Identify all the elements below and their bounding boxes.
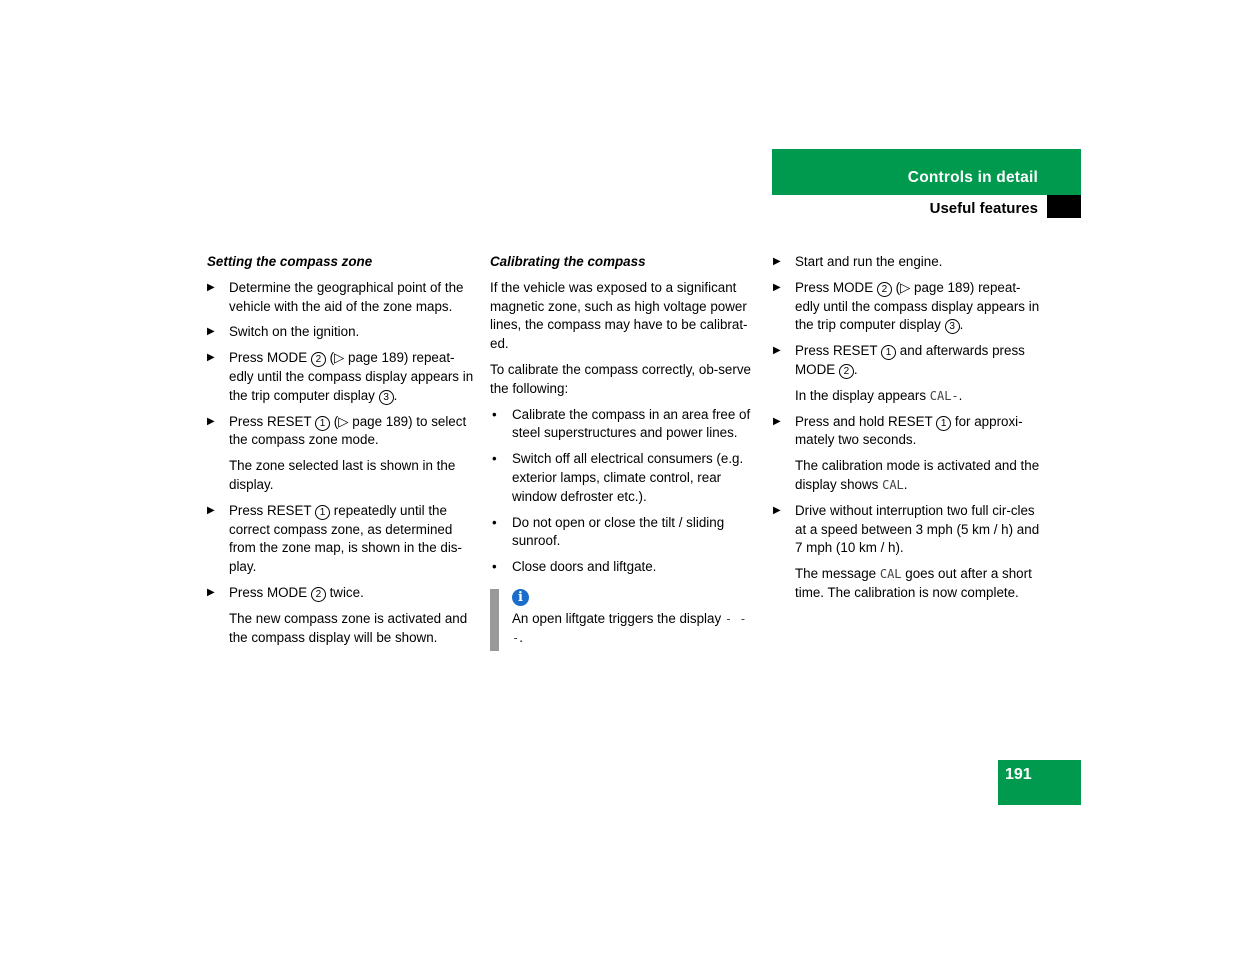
step-text: Switch on the ignition. bbox=[229, 324, 360, 340]
step bbox=[773, 502, 1043, 558]
list-item-text: Calibrate the compass in an area free of steel superstructures and power lines. bbox=[512, 406, 751, 441]
step-text: (▷ page 189) repeat-edly until the compass display appears in the trip computer display bbox=[229, 350, 474, 403]
list-item-text: Switch off all electrical consumers (e.g. exterior lamps, climate control, rear window defroster etc.). bbox=[512, 451, 744, 504]
step-text: twice. bbox=[325, 584, 364, 600]
number-2-icon: 2 bbox=[877, 282, 892, 297]
subsection-header bbox=[772, 195, 1047, 218]
step bbox=[207, 584, 477, 603]
step-text: Press MODE bbox=[229, 350, 311, 366]
display-code: - - - bbox=[512, 611, 747, 645]
step bbox=[207, 502, 477, 577]
note-text: . bbox=[903, 476, 908, 492]
step-note bbox=[773, 457, 1043, 495]
arrow-icon: ▶ bbox=[207, 415, 215, 427]
step-note bbox=[773, 387, 1043, 406]
section-title: Controls in detail bbox=[907, 169, 1038, 186]
list-item bbox=[490, 514, 758, 552]
step bbox=[207, 349, 477, 405]
column-calibrating-compass bbox=[490, 253, 758, 651]
step-note bbox=[773, 565, 1043, 603]
step-text: . bbox=[959, 317, 964, 333]
number-1-icon: 1 bbox=[936, 416, 951, 431]
list-item-text: Do not open or close the tilt / sliding sunroof. bbox=[512, 514, 725, 549]
step-text: repeatedly until the correct compass zone, as determined from the zone map, is shown in the dis-play. bbox=[229, 502, 462, 575]
arrow-icon: ▶ bbox=[773, 345, 781, 357]
note-text: . bbox=[958, 387, 963, 403]
section-heading: Calibrating the compass bbox=[490, 254, 646, 269]
step-text: Press MODE bbox=[229, 584, 311, 600]
step-text: . bbox=[853, 361, 858, 377]
step bbox=[773, 342, 1043, 380]
display-code: CAL bbox=[882, 477, 904, 492]
list-item bbox=[490, 558, 758, 577]
list-item bbox=[490, 450, 758, 506]
number-2-icon: 2 bbox=[839, 364, 854, 379]
number-1-icon: 1 bbox=[315, 505, 330, 520]
step-note: The new compass zone is activated and the compass display will be shown. bbox=[229, 610, 468, 645]
note-text: In the display appears bbox=[795, 387, 930, 403]
info-box bbox=[490, 589, 758, 651]
section-heading: Setting the compass zone bbox=[207, 254, 373, 269]
bullet-icon: • bbox=[492, 514, 497, 530]
page-number-box bbox=[998, 760, 1081, 805]
step-text: (▷ page 189) repeat-edly until the compass display appears in the trip computer display bbox=[795, 279, 1040, 333]
paragraph: To calibrate the compass correctly, ob-serve the following: bbox=[490, 361, 751, 396]
arrow-icon: ▶ bbox=[207, 326, 215, 338]
display-code: CAL- bbox=[929, 388, 959, 403]
step-text: Start and run the engine. bbox=[795, 254, 943, 269]
bullet-icon: • bbox=[492, 451, 497, 467]
number-3-icon: 3 bbox=[945, 319, 960, 334]
bullet-icon: • bbox=[492, 559, 497, 575]
step bbox=[773, 253, 1043, 272]
arrow-icon: ▶ bbox=[207, 586, 215, 598]
step-text: Press MODE bbox=[795, 279, 877, 295]
note-text: The message bbox=[795, 566, 880, 582]
section-header-bar bbox=[772, 149, 1081, 195]
step-text: (▷ page 189) to select the compass zone mode. bbox=[229, 413, 467, 448]
step-note: The zone selected last is shown in the display. bbox=[229, 458, 456, 492]
column-calibration-steps bbox=[773, 253, 1043, 610]
display-code: CAL bbox=[879, 567, 902, 582]
step bbox=[773, 413, 1043, 451]
step-text: and afterwards press MODE bbox=[795, 343, 1025, 377]
step-text: Press RESET bbox=[229, 502, 316, 518]
number-1-icon: 1 bbox=[315, 416, 330, 431]
column-setting-compass-zone bbox=[207, 253, 477, 654]
list-item bbox=[490, 406, 758, 444]
step-text: Press RESET bbox=[795, 343, 882, 359]
step bbox=[773, 279, 1043, 335]
step-text: Determine the geographical point of the vehicle with the aid of the zone maps. bbox=[229, 279, 464, 314]
bullet-icon: • bbox=[492, 406, 497, 422]
arrow-icon: ▶ bbox=[207, 352, 215, 364]
step bbox=[207, 279, 477, 317]
step-text: Press RESET bbox=[229, 413, 316, 429]
number-3-icon: 3 bbox=[379, 390, 394, 405]
number-2-icon: 2 bbox=[311, 587, 326, 602]
number-1-icon: 1 bbox=[881, 345, 896, 360]
info-bar bbox=[490, 589, 499, 651]
step-text: . bbox=[393, 387, 398, 403]
arrow-icon: ▶ bbox=[207, 281, 215, 293]
step-text: for approxi-mately two seconds. bbox=[795, 413, 1023, 448]
info-text-part: . bbox=[519, 629, 523, 645]
note-text: The calibration mode is activated and the display shows bbox=[795, 458, 1040, 492]
arrow-icon: ▶ bbox=[773, 415, 781, 427]
step bbox=[207, 323, 477, 342]
number-2-icon: 2 bbox=[311, 352, 326, 367]
arrow-icon: ▶ bbox=[207, 504, 215, 516]
page-number: 191 bbox=[1005, 766, 1032, 783]
arrow-icon: ▶ bbox=[773, 504, 781, 516]
step bbox=[207, 413, 477, 451]
paragraph: If the vehicle was exposed to a significant magnetic zone, such as high voltage power lines, the compass may have to be calibrat-ed. bbox=[490, 279, 748, 352]
arrow-icon: ▶ bbox=[773, 256, 781, 267]
info-text-part: An open liftgate triggers the display bbox=[512, 610, 725, 626]
step-text: Drive without interruption two full cir-cles at a speed between 3 mph (5 km / h) and 7 mph (10 km / h). bbox=[795, 502, 1040, 556]
arrow-icon: ▶ bbox=[773, 281, 781, 293]
note-text: goes out after a short time. The calibration is now complete. bbox=[795, 566, 1032, 600]
list-item-text: Close doors and liftgate. bbox=[512, 559, 657, 575]
info-text bbox=[512, 610, 758, 648]
subsection-marker bbox=[1047, 195, 1081, 218]
step-text: Press and hold RESET bbox=[795, 413, 937, 429]
info-icon: i bbox=[512, 589, 529, 606]
subsection-title: Useful features bbox=[929, 200, 1038, 217]
